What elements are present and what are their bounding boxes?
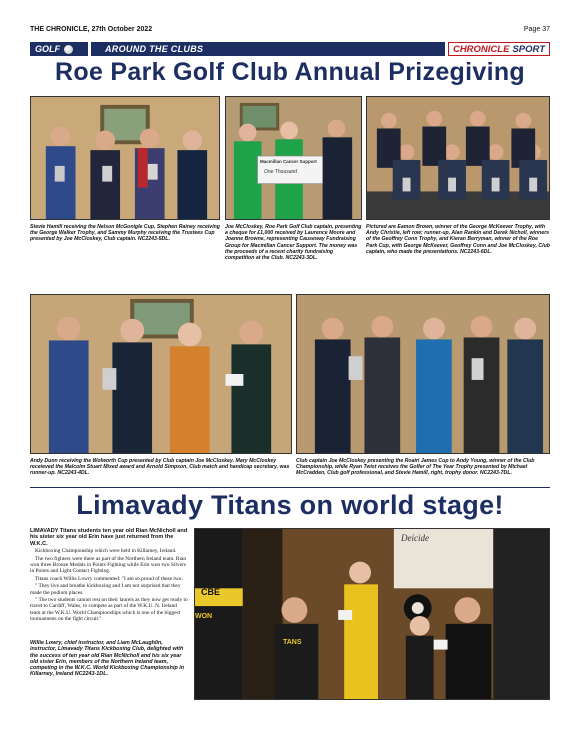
caption-photo-2: Joe McCloskey, Roe Park Golf Club captain, presenting a cheque for £1,000 received by Laurence Moore and Joanne Browne, representing Causeway Fundraising Group for Macmillan Cancer Support. The money was the proceeds of a recent charity fundraising competition at the Club. NC2243-3DL. — [225, 224, 362, 262]
poster-text: Deicide — [401, 533, 429, 543]
photo-kickboxing-team — [194, 528, 550, 700]
brand-sport: SPORT — [512, 43, 545, 55]
running-header — [30, 26, 550, 38]
cheque-payee: Macmillan Cancer Support — [260, 159, 317, 164]
story-divider — [30, 487, 550, 488]
photo-trophy-winners-1 — [30, 96, 220, 220]
section-bar — [30, 42, 550, 56]
article-paragraph: " The two students cannot rest on their laurels as they now get ready to travel to Cardiff, Wales, to compete as part of the W.K.U. N. Ireland team at the W.K.U. World Championships which is one of the biggest tournaments on the fight circuit." — [30, 597, 188, 623]
story1-headline: Roe Park Golf Club Annual Prizegiving — [55, 58, 525, 86]
article-paragraph: Titans coach Willie Lowry commented: "I am so proud of these two. — [35, 575, 183, 582]
chronicle-sport-logo — [448, 42, 550, 56]
golf-tab-label: GOLF — [35, 44, 60, 54]
banner-text-2: WON — [195, 613, 213, 620]
golf-tab — [30, 42, 88, 56]
section-title: AROUND THE CLUBS — [91, 42, 445, 56]
caption-photo-4: Andy Dunn receiving the Wolworth Cup presented by Club captain Joe McCloskey. Mary McCloskey receieved the Malcolm Stuart Mixed award and Arnold Simpson, Club match and handicap secretary, was runner-up. NC2243-4DL. — [30, 458, 290, 477]
caption-photo-3: Pictured are Eamon Brown, winner of the George McKeever Trophy, with Andy Christie, left row; runner-up, Alan Rankin and Derek Nicholl, winners of the Geoffrey Conn Trophy, and Kieran Berryman, winner of the Roe Park Cup, with George McKeever, Geoffrey Conn and Joe McCloskey, Club captain, who made the presentations. NC2243-6DL. — [366, 224, 550, 255]
photo-club-championship — [296, 294, 550, 454]
banner-text: CBE — [201, 587, 221, 597]
cheque-amount: One Thousand — [264, 169, 298, 175]
caption-photo-5: Club captain Joe McCloskey presenting the Roairi James Cup to Andy Young, winner of the Club Championship, while Ryan Twist receives the Golfer of The Year Trophy presented by Michael McCradden, Club golf professional, and Stevie Hamill, right, trophy donor. NC2243-7DL. — [296, 458, 535, 477]
article-paragraph: " They live and breathe kickboxing and I am not surprised that they made the podium places. — [30, 583, 181, 596]
photo-group-trophies — [366, 96, 550, 220]
article-paragraph: The two fighters were there as part of the Northern Ireland team. Rian won three Bronze Medals in Points Fighting while Erin won two Silvers in Points and Light Contact Fighting. — [30, 555, 187, 575]
brand-chronicle: CHRONICLE — [452, 43, 510, 55]
golf-ball-icon — [64, 45, 73, 54]
article-lead: LIMAVADY Titans students ten year old Rian McNicholl and his sister six year old Erin have just returned from the W.K.C. — [30, 528, 188, 547]
article-paragraph: Kickboxing Championship which were held in Killarney, Ireland. — [35, 548, 177, 555]
caption-photo-1: Stevie Hamill receiving the Nelson McGonigle Cup, Stephen Rainey receiving the George Walker Trophy, and Sammy Murphy receiving the Trustees Cup presented by Joe McCloskey, Club captain. NC2243-5DL. — [30, 224, 220, 243]
page-number: Page 37 — [523, 26, 550, 33]
story2-headline: Limavady Titans on world stage! — [76, 490, 504, 520]
photo-cheque-presentation — [225, 96, 362, 220]
paper-date: THE CHRONICLE, 27th October 2022 — [30, 26, 153, 33]
shirt-text: TANS — [283, 639, 302, 646]
story2-photo-caption: Willie Lowry, chief instructor, and Liam McLaughlin, instructor, Limavady Titans Kickboxing Club, delighted with the success of ten year old Rian McNicholl and his six year old sister Erin, members of the Northern Ireland team, competing in the W.K.C. World Kickboxing Championship in Killarney, Ireland NC2243-1DL. — [30, 640, 185, 678]
photo-wolworth-cup — [30, 294, 292, 454]
